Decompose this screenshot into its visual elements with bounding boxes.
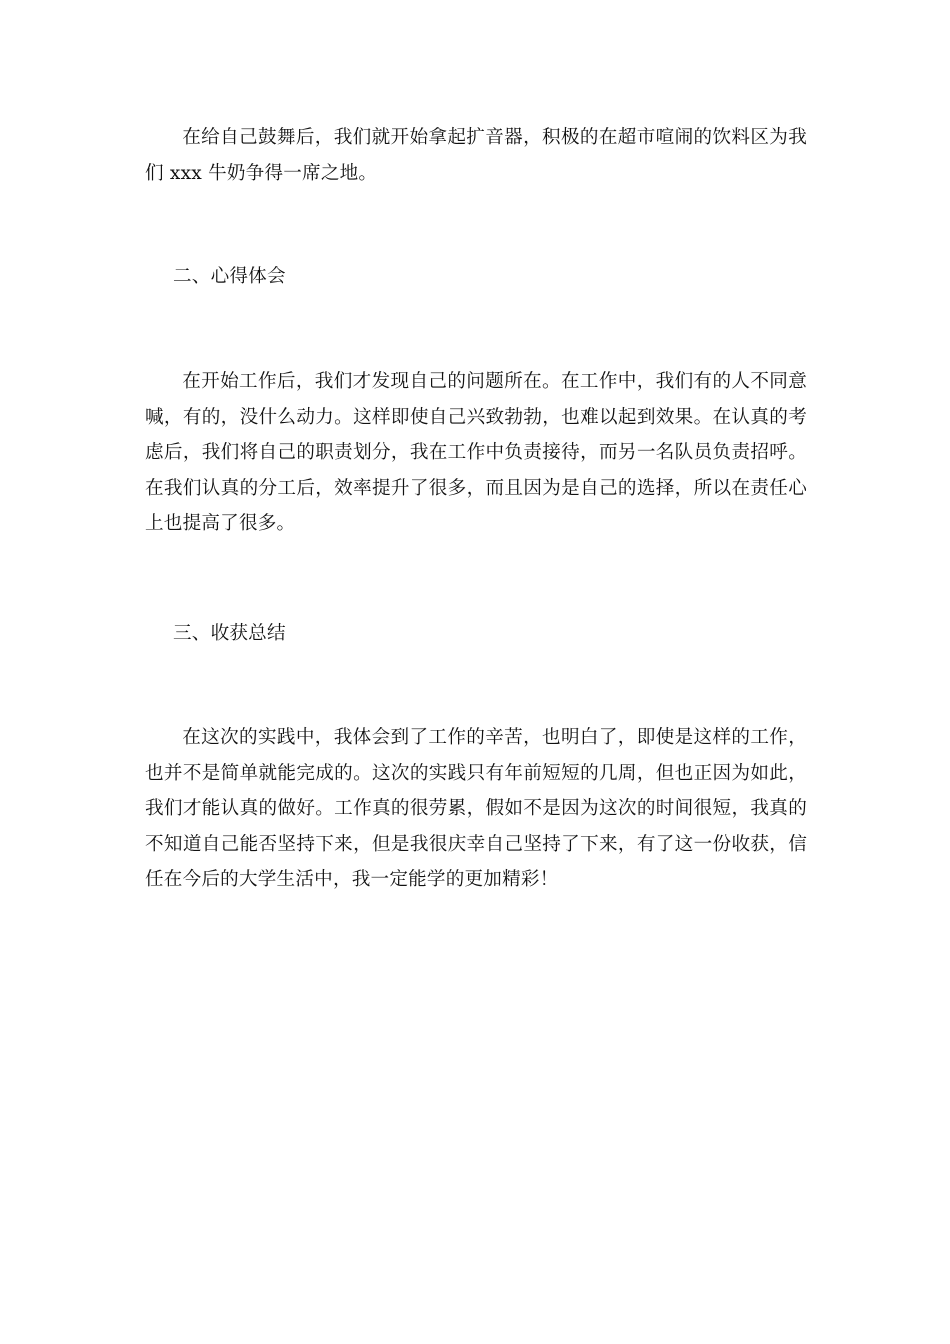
section-heading-summary: 三、收获总结 <box>173 623 286 644</box>
paragraph-summary: 在这次的实践中，我体会到了工作的辛苦，也明白了，即使是这样的工作，也并不是简单就能完成的。这次的实践只有年前短短的几周，但也正因为如此，我们才能认真的做好。工作真的很劳累，假如不是因为这次的时间很短，我真的不知道自己能否坚持下来，但是我很庆幸自己坚持了下来，有了这一份收获，信任在今后的大学生活中，我一定能学的更加精彩！ <box>145 727 807 890</box>
paragraph-encouragement: 在给自己鼓舞后，我们就开始拿起扩音器，积极的在超市喧闹的饮料区为我们 xxx 牛奶争得一席之地。 <box>145 127 807 184</box>
paragraph-experience: 在开始工作后，我们才发现自己的问题所在。在工作中，我们有的人不同意喊，有的，没什么动力。这样即使自己兴致勃勃，也难以起到效果。在认真的考虑后，我们将自己的职责划分，我在工作中负责接待，而另一名队员负责招呼。在我们认真的分工后，效率提升了很多，而且因为是自己的选择，所以在责任心上也提高了很多。 <box>145 371 807 534</box>
section-heading-experience: 二、心得体会 <box>173 266 286 287</box>
